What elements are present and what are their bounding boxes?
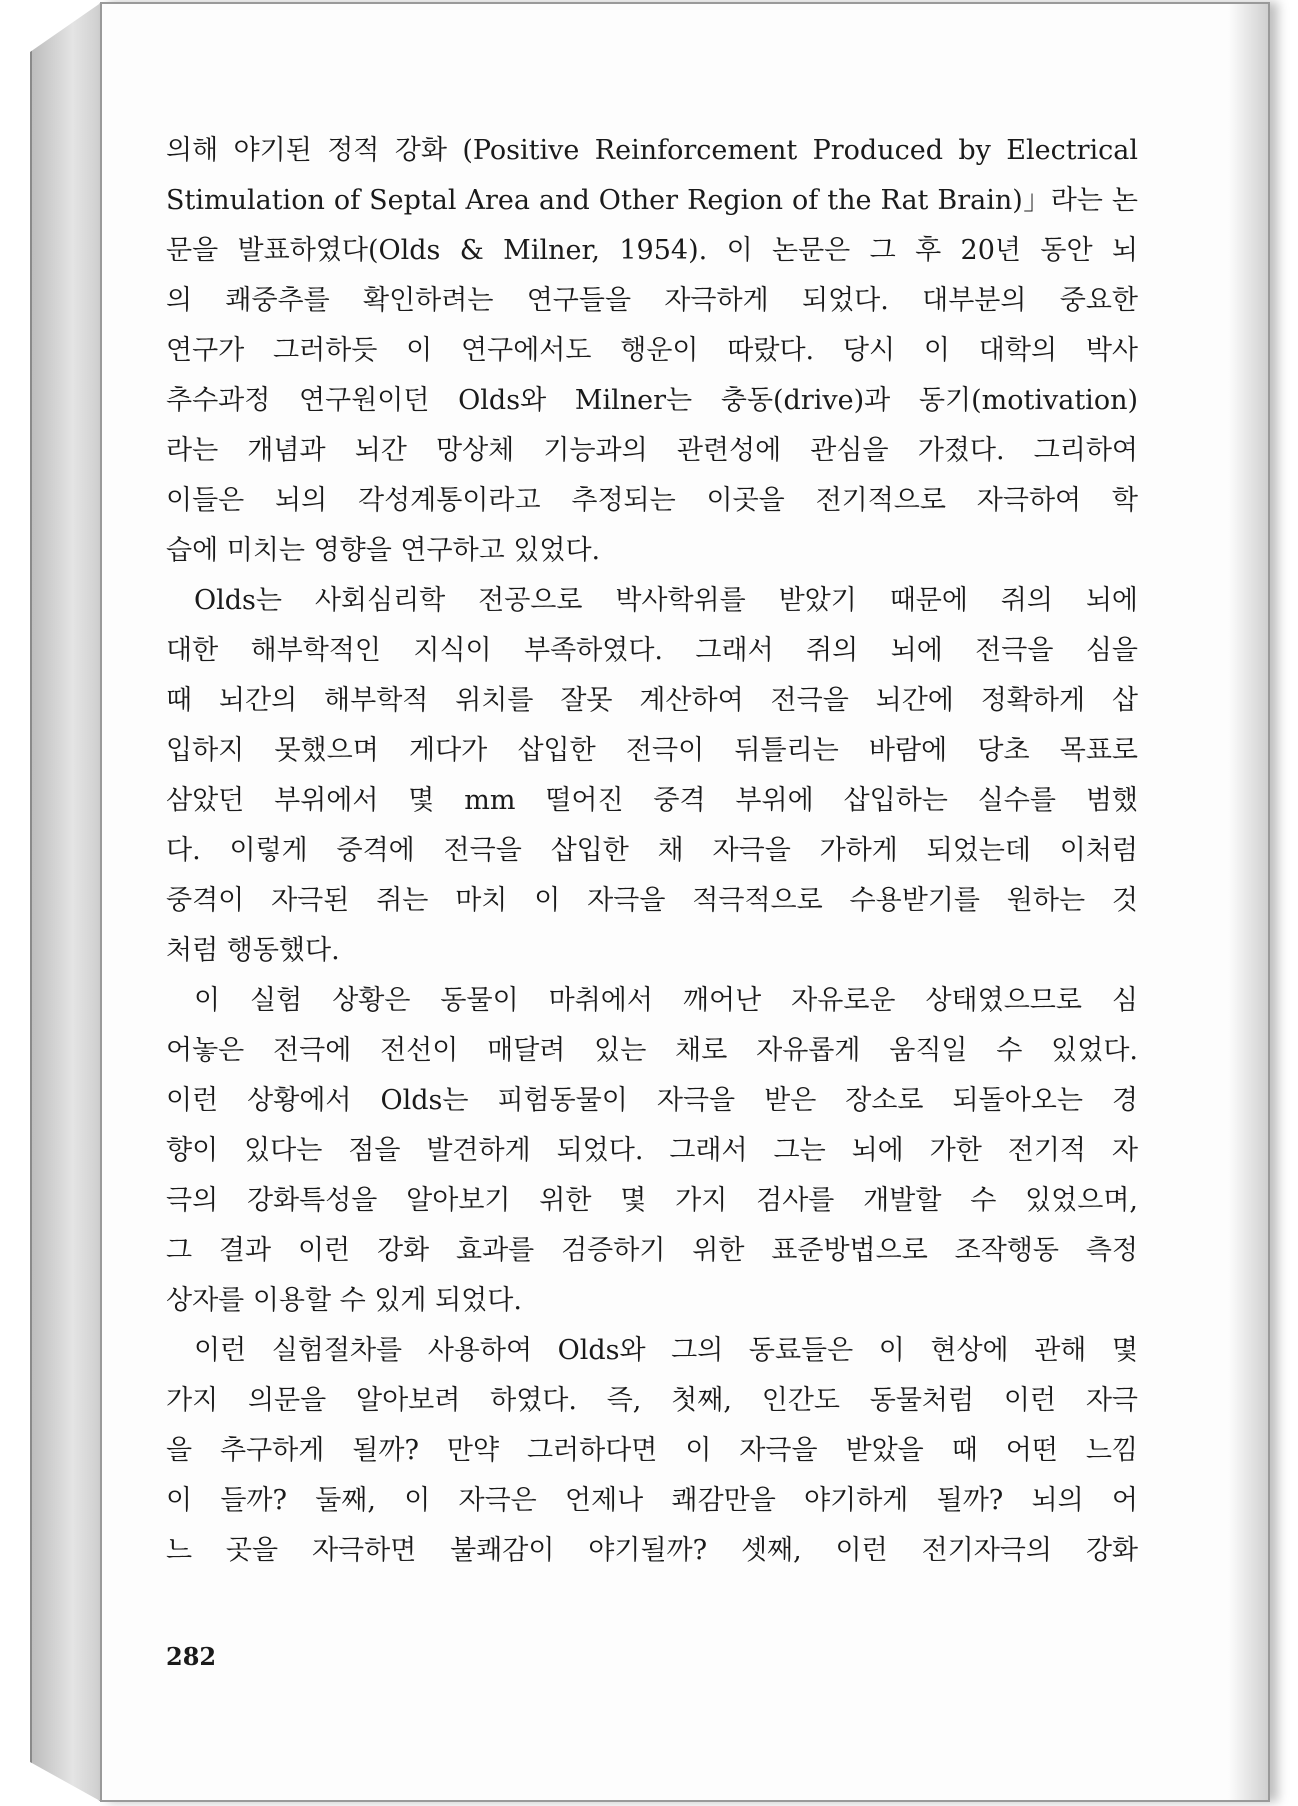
body-text (166, 126, 1138, 1576)
text-line: 연구가 그러하듯 이 연구에서도 행운이 따랐다. 당시 이 대학의 박사 (166, 335, 1138, 366)
text-line: Olds는 사회심리학 전공으로 박사학위를 받았기 때문에 쥐의 뇌에 (194, 585, 1138, 616)
text-line: 어놓은 전극에 전선이 매달려 있는 채로 자유롭게 움직일 수 있었다. (166, 1035, 1138, 1066)
text-line: 이 들까? 둘째, 이 자극은 언제나 쾌감만을 야기하게 될까? 뇌의 어 (166, 1485, 1138, 1516)
text-line: 처럼 행동했다. (166, 935, 340, 966)
text-line: 을 추구하게 될까? 만약 그러하다면 이 자극을 받았을 때 어떤 느낌 (166, 1435, 1138, 1466)
text-line: 대한 해부학적인 지식이 부족하였다. 그래서 쥐의 뇌에 전극을 심을 (166, 635, 1138, 666)
text-line: 그 결과 이런 강화 효과를 검증하기 위한 표준방법으로 조작행동 측정 (166, 1235, 1138, 1266)
text-line: 극의 강화특성을 알아보기 위한 몇 가지 검사를 개발할 수 있었으며, (166, 1185, 1138, 1216)
text-line: 이들은 뇌의 각성계통이라고 추정되는 이곳을 전기적으로 자극하여 학 (166, 485, 1138, 516)
page-edge-shadow (1228, 4, 1268, 1800)
text-line: 의해 야기된 정적 강화 (Positive Reinforcement Produced by Electrical (166, 135, 1138, 166)
text-line: 입하지 못했으며 게다가 삽입한 전극이 뒤틀리는 바람에 당초 목표로 (166, 735, 1138, 766)
text-line: 습에 미치는 영향을 연구하고 있었다. (166, 535, 601, 566)
text-line: 향이 있다는 점을 발견하게 되었다. 그래서 그는 뇌에 가한 전기적 자 (166, 1135, 1138, 1166)
text-line: Stimulation of Septal Area and Other Region of the Rat Brain)」라는 논 (166, 185, 1138, 216)
text-line: 중격이 자극된 쥐는 마치 이 자극을 적극적으로 수용받기를 원하는 것 (166, 885, 1138, 916)
text-line: 느 곳을 자극하면 불쾌감이 야기될까? 셋째, 이런 전기자극의 강화 (166, 1535, 1138, 1566)
text-line: 상자를 이용할 수 있게 되었다. (166, 1285, 522, 1316)
text-line: 이 실험 상황은 동물이 마취에서 깨어난 자유로운 상태였으므로 심 (194, 985, 1138, 1016)
text-line: 추수과정 연구원이던 Olds와 Milner는 충동(drive)과 동기(motivation) (166, 385, 1138, 416)
text-line: 라는 개념과 뇌간 망상체 기능과의 관련성에 관심을 가졌다. 그리하여 (166, 435, 1138, 466)
text-line: 때 뇌간의 해부학적 위치를 잘못 계산하여 전극을 뇌간에 정확하게 삽 (166, 685, 1138, 716)
text-line: 문을 발표하였다(Olds & Milner, 1954). 이 논문은 그 후 20년 동안 뇌 (166, 235, 1138, 266)
text-line: 삼았던 부위에서 몇 mm 떨어진 중격 부위에 삽입하는 실수를 범했 (166, 785, 1138, 816)
text-line: 의 쾌중추를 확인하려는 연구들을 자극하게 되었다. 대부분의 중요한 (166, 285, 1138, 316)
text-line: 이런 실험절차를 사용하여 Olds와 그의 동료들은 이 현상에 관해 몇 (194, 1335, 1138, 1366)
text-line: 이런 상황에서 Olds는 피험동물이 자극을 받은 장소로 되돌아오는 경 (166, 1085, 1138, 1116)
text-line: 가지 의문을 알아보려 하였다. 즉, 첫째, 인간도 동물처럼 이런 자극 (166, 1385, 1138, 1416)
text-line: 다. 이렇게 중격에 전극을 삽입한 채 자극을 가하게 되었는데 이처럼 (166, 835, 1138, 866)
page-number: 282 (166, 1642, 217, 1671)
book-spine (30, 2, 102, 1802)
